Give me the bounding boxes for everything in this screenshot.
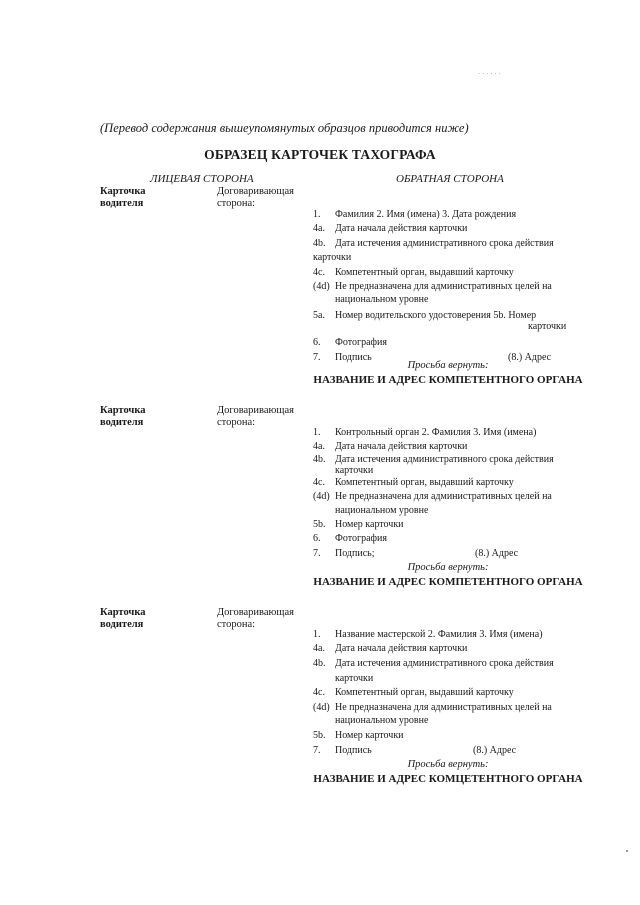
contracting-party-label: Договаривающая сторона: bbox=[217, 405, 294, 428]
card-label: Карточка водителя bbox=[100, 186, 146, 209]
scan-speck bbox=[626, 850, 628, 852]
authority-name: НАЗВАНИЕ И АДРЕС КОМПЕТЕНТНОГО ОРГАНА bbox=[313, 374, 583, 386]
front-side-heading: ЛИЦЕВАЯ СТОРОНА bbox=[150, 173, 254, 185]
card-block-2: Карточка водителя Договаривающая сторона: 1. Контрольный орган 2. Фамилия 3. Имя (имена) 4a. Дата начала действия карточки 4b. Дата истечения административного срока действия карточки 4c. Компетентный орган, выдавший карточку (4d) Не предназначена для административных целей на национальном уровне 5b. Номер карточки 6. Фотография 7. Подпись; (8.) Адрес Просьба вернуть: НАЗВАНИЕ И АДРЕС КОМПЕТЕНТНОГО ОРГАНА bbox=[100, 405, 583, 588]
authority-name: НАЗВАНИЕ И АДРЕС КОМПЕТЕНТНОГО ОРГАНА bbox=[313, 576, 583, 588]
header-scan-noise: · · · · · · bbox=[478, 70, 501, 78]
back-side-heading: ОБРАТНАЯ СТОРОНА bbox=[396, 173, 504, 185]
address-label: (8.) Адрес bbox=[473, 745, 517, 756]
card-label: Карточка водителя bbox=[100, 405, 146, 428]
address-label: (8.) Адрес bbox=[508, 352, 552, 363]
card-label: Карточка водителя bbox=[100, 607, 146, 630]
contracting-party-label: Договаривающая сторона: bbox=[217, 607, 294, 630]
card-block-3: Карточка водителя Договаривающая сторона: 1. Название мастерской 2. Фамилия 3. Имя (имена) 4a. Дата начала действия карточки 4b. Дата истечения административного срока действия карточки 4c. Компетентный орган, выдавший карточку (4d) Не предназначена для административных целей на национальном уровне 5b. Номер карточки 7. Подпись (8.) Адрес Просьба вернуть: НАЗВАНИЕ И АДРЕС КОМЦЕТЕНТНОГО ОРГАНА bbox=[100, 607, 583, 785]
intro-note: (Перевод содержания вышеупомянутых образцов приводится ниже) bbox=[100, 121, 469, 135]
card-block-1: Карточка водителя Договаривающая сторона: 1. Фамилия 2. Имя (имена) 3. Дата рождения 4a. Дата начала действия карточки 4b. Дата истечения административного срока действия карточки 4c. Компетентный орган, выдавший карточку (4d) Не предназначена для административных целей на национальном уровне 5a. Номер водительского удостоверения 5b. Номер карточки 6. Фотография 7. Подпись (8.) Адрес Просьба вернуть: НАЗВАНИЕ И АДРЕС КОМПЕТЕНТНОГО ОРГАНА bbox=[100, 186, 583, 386]
page-title: ОБРАЗЕЦ КАРТОЧЕК ТАХОГРАФА bbox=[204, 147, 436, 162]
return-label: Просьба вернуть: bbox=[407, 360, 489, 371]
return-label: Просьба вернуть: bbox=[407, 562, 489, 573]
return-label: Просьба вернуть: bbox=[407, 759, 489, 770]
address-label: (8.) Адрес bbox=[475, 548, 519, 559]
contracting-party-label: Договаривающая сторона: bbox=[217, 186, 294, 209]
authority-name: НАЗВАНИЕ И АДРЕС КОМЦЕТЕНТНОГО ОРГАНА bbox=[313, 773, 583, 785]
